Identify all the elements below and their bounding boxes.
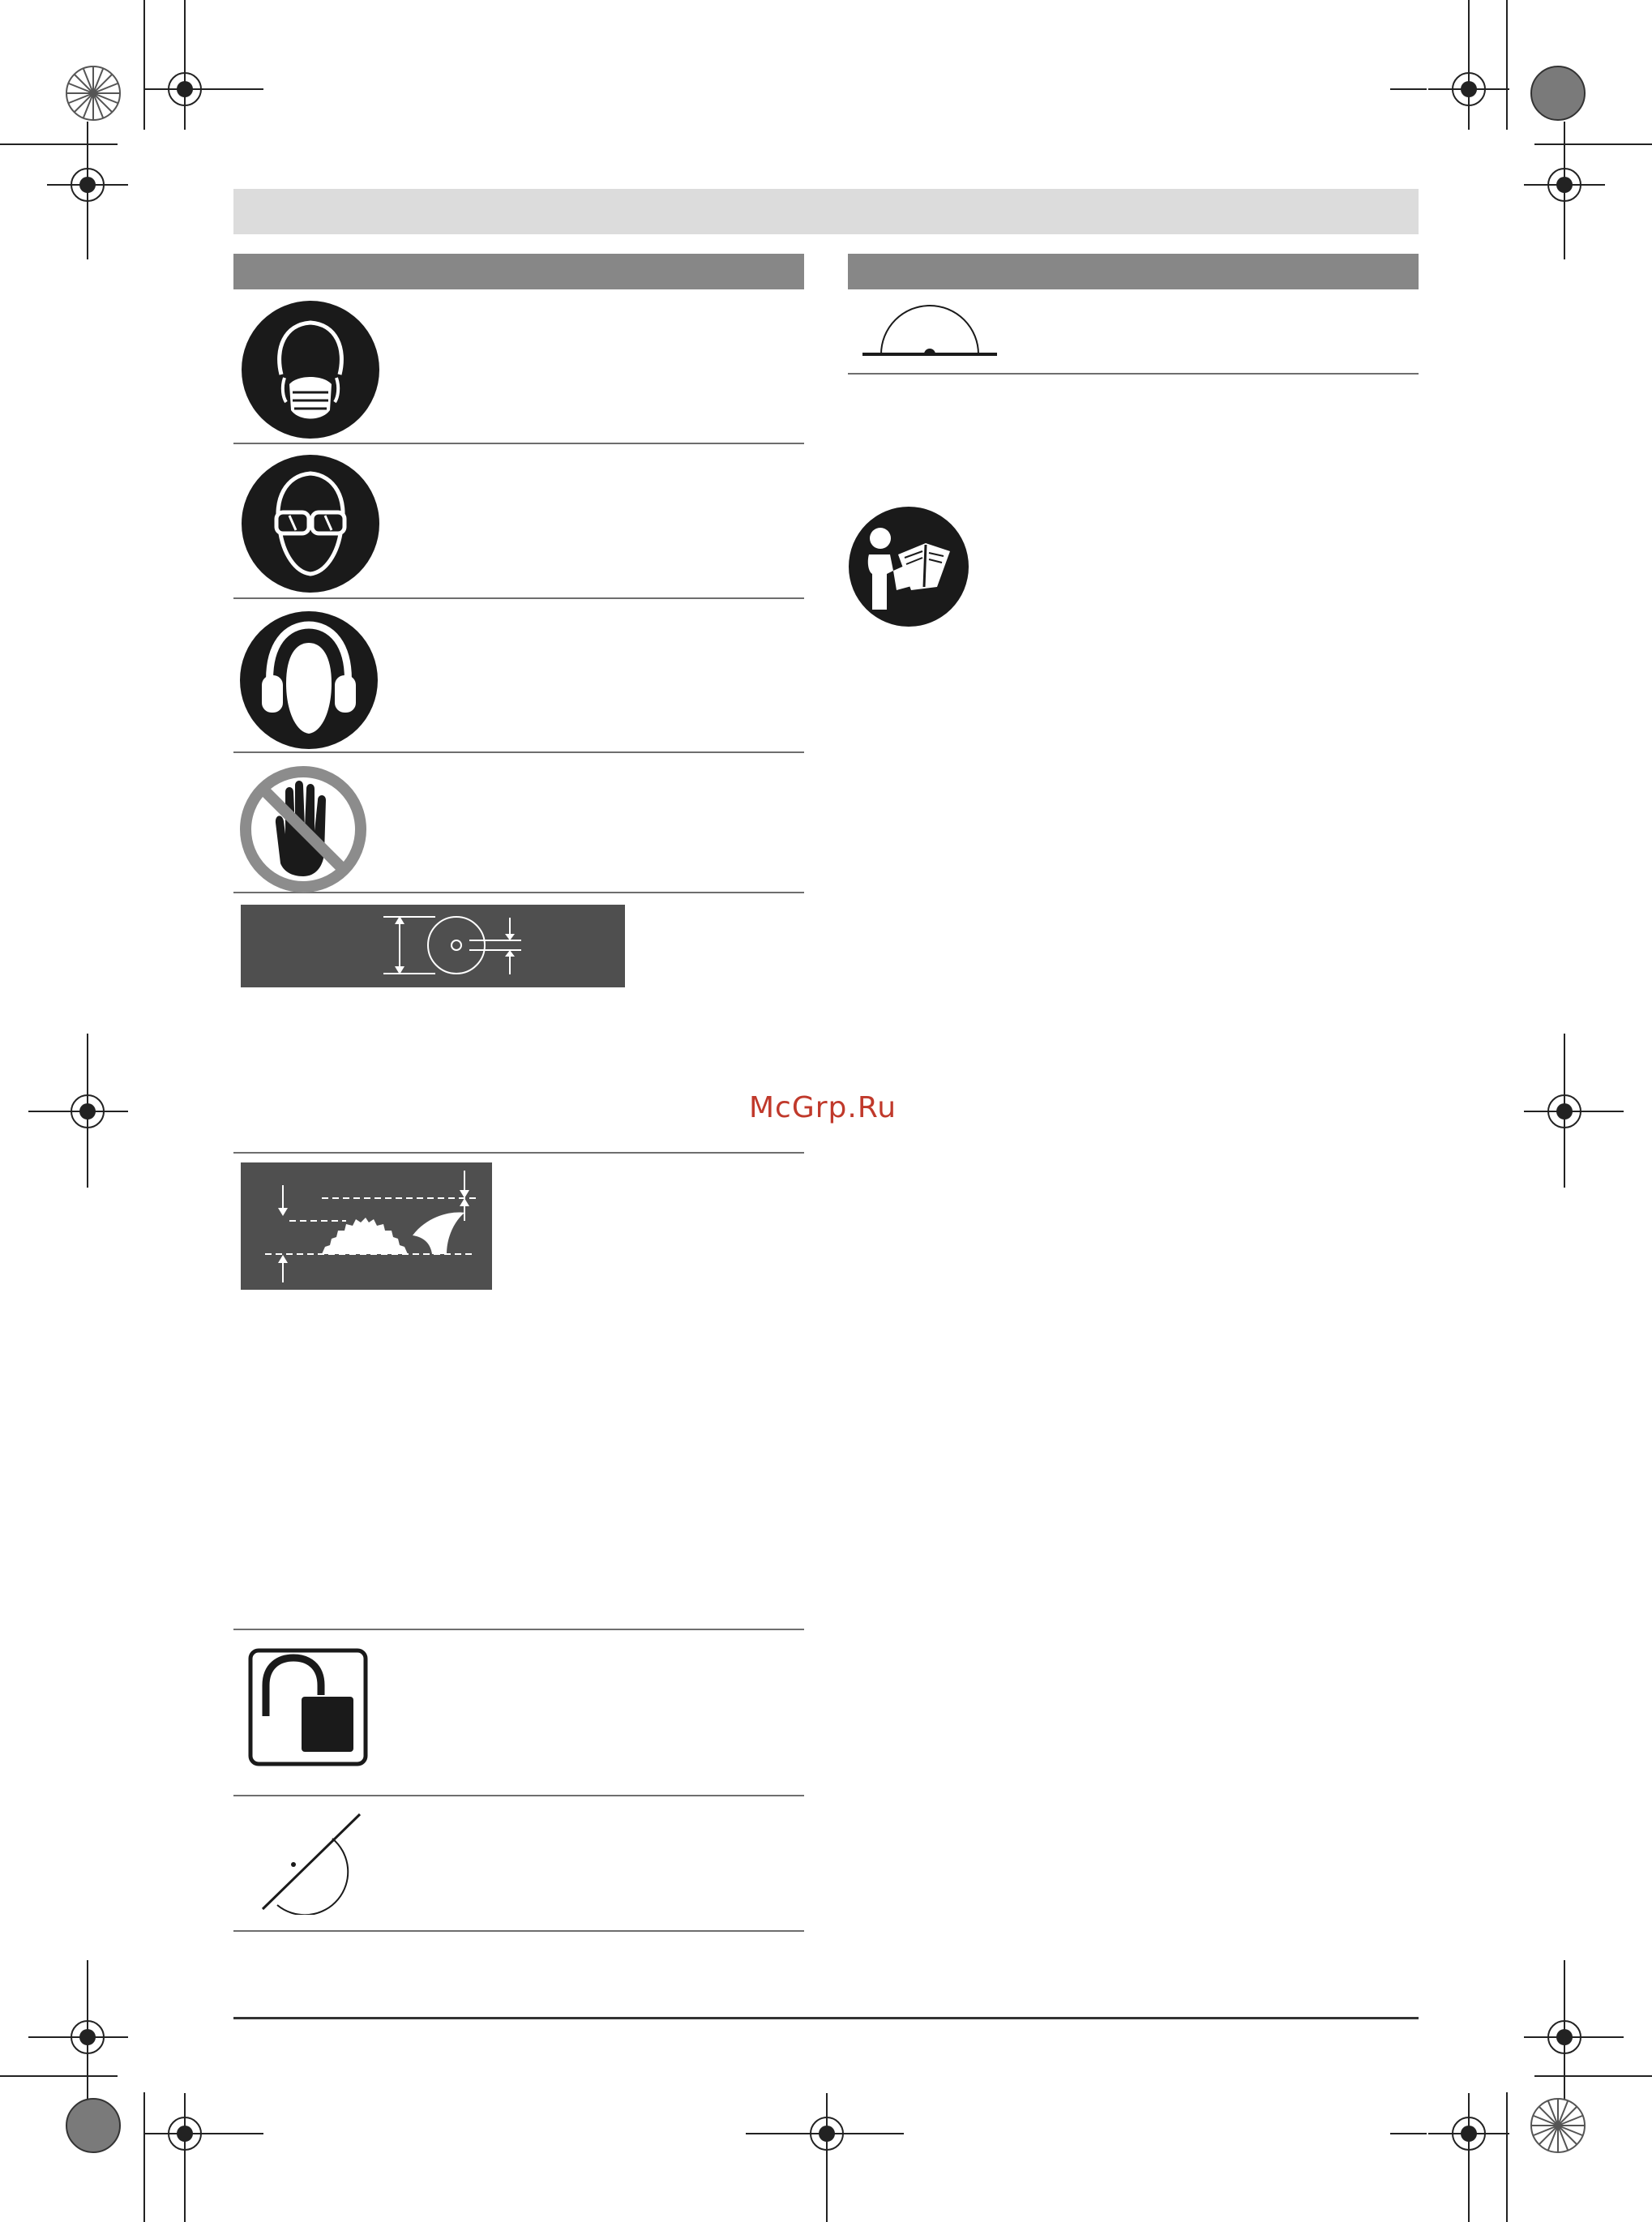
- row-divider: [233, 1629, 804, 1630]
- row-divider: [233, 1152, 804, 1154]
- page-header-band: [233, 189, 1419, 234]
- watermark-text[interactable]: McGrp.Ru: [749, 1091, 897, 1124]
- bevel-angle-icon: [261, 1809, 366, 1915]
- no-hands-icon: [238, 764, 368, 894]
- row-divider: [233, 1930, 804, 1932]
- blade-diameter-icon: [241, 905, 625, 987]
- row-divider: [848, 373, 1419, 375]
- safety-goggles-icon: [241, 454, 380, 593]
- protractor-icon: [861, 304, 999, 361]
- ear-protection-icon: [239, 610, 379, 750]
- riving-knife-gap-icon: [241, 1162, 492, 1290]
- row-divider: [233, 443, 804, 444]
- read-manual-icon: [848, 506, 969, 627]
- dust-mask-icon: [241, 300, 380, 439]
- unlock-icon: [248, 1648, 368, 1766]
- footer-rule: [233, 2017, 1419, 2019]
- row-divider: [233, 1795, 804, 1796]
- right-column-header: [848, 254, 1419, 289]
- row-divider: [233, 597, 804, 599]
- left-column-header: [233, 254, 804, 289]
- row-divider: [233, 751, 804, 753]
